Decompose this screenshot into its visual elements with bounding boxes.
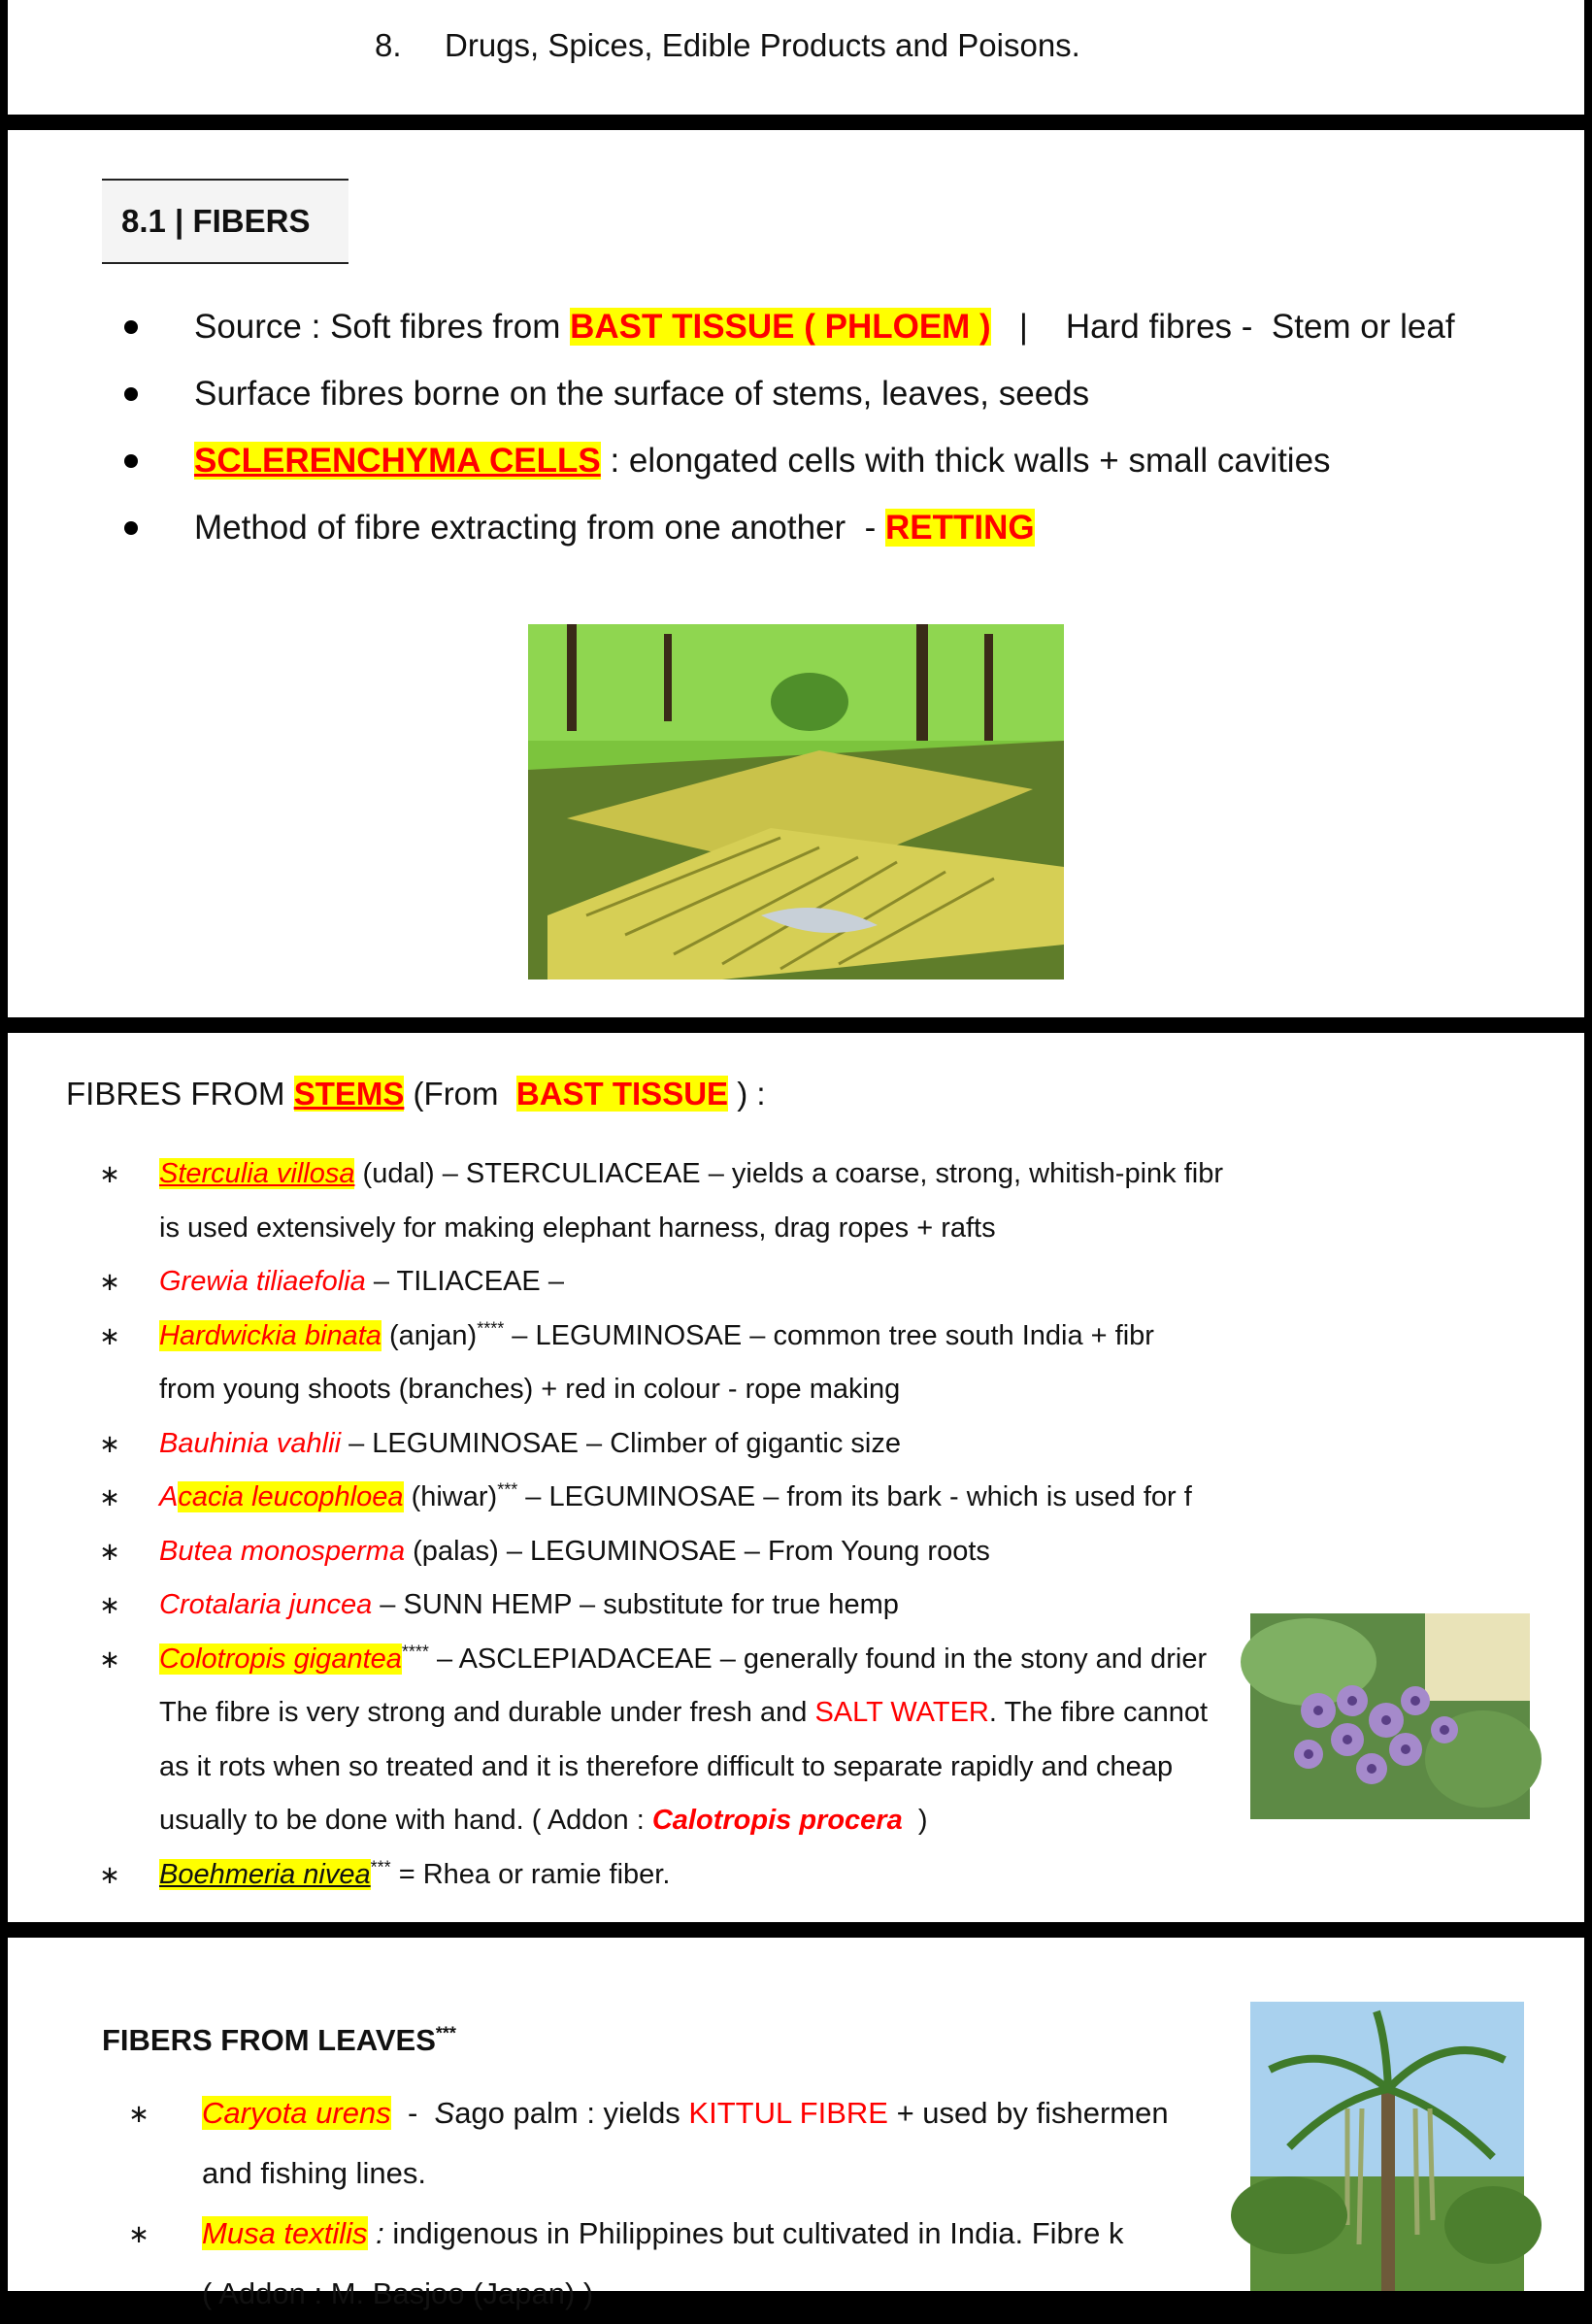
item-text: + used by fishermen xyxy=(887,2096,1169,2130)
list-item xyxy=(95,1848,1211,1903)
item-text: – LEGUMINOSAE – common tree south India + fibr xyxy=(504,1319,1154,1351)
list-item xyxy=(124,360,1455,427)
continuation-text: usually to be done with hand. ( Addon : xyxy=(159,1805,652,1836)
calotropis-flower-photo xyxy=(1250,1613,1530,1819)
bullet-text: | Hard fibres - Stem or leaf xyxy=(990,307,1455,346)
asterisk-icon: ∗ xyxy=(99,1643,120,1674)
item-text: – LEGUMINOSAE – Climber of gigantic size xyxy=(341,1427,901,1459)
item-continuation xyxy=(124,2264,1169,2324)
asterisk-icon: ∗ xyxy=(128,2219,149,2248)
item-text: = Rhea or ramie fiber. xyxy=(390,1858,671,1890)
section-heading: 8.1 | FIBERS xyxy=(102,179,348,264)
bullet-list xyxy=(124,293,1455,561)
item-continuation: from young shoots (branches) + red in colour - rope making xyxy=(159,1374,901,1405)
item-continuation xyxy=(95,1794,1211,1848)
list-item xyxy=(95,1471,1211,1525)
list-item xyxy=(95,1417,1211,1472)
asterisk-icon: ∗ xyxy=(99,1536,120,1566)
highlight-text: BAST TISSUE ( PHLOEM ) xyxy=(570,307,991,346)
species-name: Crotalaria juncea xyxy=(159,1589,373,1620)
species-name-initial: A xyxy=(159,1481,179,1512)
species-name: cacia leucophloea xyxy=(178,1481,404,1512)
title-text: FIBRES FROM xyxy=(66,1076,294,1112)
list-item xyxy=(124,494,1455,561)
list-item xyxy=(95,1578,1211,1633)
list-item xyxy=(124,293,1455,360)
rating-stars: *** xyxy=(435,2023,456,2043)
asterisk-icon: ∗ xyxy=(128,2099,149,2128)
highlight-text: STEMS xyxy=(293,1076,405,1112)
rating-stars: **** xyxy=(477,1317,505,1338)
item-text: (anjan) xyxy=(381,1319,478,1351)
sago-palm-photo xyxy=(1250,2002,1524,2291)
asterisk-icon: ∗ xyxy=(99,1267,120,1296)
bullet-icon xyxy=(124,320,138,334)
continuation-text: ) xyxy=(902,1805,928,1836)
title-text: (From xyxy=(404,1076,516,1112)
list-item xyxy=(95,1310,1211,1364)
continuation-text: and fishing lines. xyxy=(202,2156,426,2190)
asterisk-icon: ∗ xyxy=(99,1320,120,1350)
asterisk-icon: ∗ xyxy=(99,1859,120,1889)
continuation-text: ( Addon : M. Basjoo (Japan) ) xyxy=(202,2276,594,2310)
continuation-text: The fibre is very strong and durable under fresh and xyxy=(159,1697,815,1728)
item-text: – LEGUMINOSAE – from its bark - which is used for f xyxy=(517,1481,1192,1512)
list-item xyxy=(124,427,1455,494)
asterisk-icon: ∗ xyxy=(99,1159,120,1188)
bullet-icon xyxy=(124,454,138,468)
list-item xyxy=(95,1255,1211,1310)
highlight-text: RETTING xyxy=(885,508,1035,547)
asterisk-icon: ∗ xyxy=(99,1590,120,1619)
species-name: Calotropis procera xyxy=(651,1805,903,1836)
bullet-text: : elongated cells with thick walls + small cavities xyxy=(600,441,1331,480)
stem-list xyxy=(95,1147,1223,1902)
item-continuation xyxy=(95,1686,1211,1741)
rating-stars: *** xyxy=(370,1856,391,1876)
stem-list-clip xyxy=(8,1033,1223,1922)
item-text: (hiwar) xyxy=(403,1481,498,1512)
list-item xyxy=(95,1147,1223,1202)
asterisk-icon: ∗ xyxy=(99,1482,120,1511)
page-fragment-top xyxy=(8,0,1584,115)
bullet-icon xyxy=(124,521,138,535)
species-name: Musa textilis xyxy=(202,2216,368,2250)
continuation-text: . The fibre cannot xyxy=(988,1697,1209,1728)
highlight-text: SCLERENCHYMA CELLS xyxy=(194,441,601,480)
item-text: ago palm : yields xyxy=(454,2096,689,2130)
item-continuation: is used extensively for making elephant harness, drag ropes + rafts xyxy=(159,1212,996,1244)
item-text: : xyxy=(367,2216,384,2250)
rating-stars: **** xyxy=(401,1641,429,1661)
species-name: Colotropis gigantea xyxy=(159,1643,402,1675)
list-number: 8. xyxy=(375,27,402,63)
bullet-text: Source : Soft fibres from xyxy=(194,307,571,346)
item-text: S xyxy=(434,2096,455,2130)
highlight-text: BAST TISSUE xyxy=(515,1076,729,1112)
bullet-text: Method of fibre extracting from one another - xyxy=(194,508,886,547)
item-text: indigenous in Philippines but cultivated in India. Fibre k xyxy=(383,2216,1124,2250)
highlight-text: SALT WATER xyxy=(814,1697,989,1728)
list-item xyxy=(124,2204,1169,2264)
item-text: – ASCLEPIADACEAE – generally found in the stony and drier xyxy=(428,1643,1208,1675)
asterisk-icon: ∗ xyxy=(99,1428,120,1458)
leaf-list-clip xyxy=(8,1938,1177,2310)
fibers-section xyxy=(8,130,1584,1017)
species-name: Butea monosperma xyxy=(159,1535,406,1567)
retting-photo xyxy=(528,624,1064,979)
species-name: Boehmeria nivea xyxy=(159,1858,371,1890)
item-text: - xyxy=(390,2096,435,2130)
item-text: (palas) – LEGUMINOSAE – From Young roots xyxy=(405,1535,990,1567)
title-text: ) : xyxy=(728,1076,766,1112)
item-continuation xyxy=(124,2143,1169,2204)
species-name: Caryota urens xyxy=(202,2096,391,2130)
species-name: Hardwickia binata xyxy=(159,1319,381,1351)
rating-stars: *** xyxy=(497,1479,518,1500)
bullet-icon xyxy=(124,387,138,401)
list-item xyxy=(124,2083,1169,2143)
item-continuation: as it rots when so treated and it is therefore difficult to separate rapidly and cheap xyxy=(159,1750,1174,1782)
list-item xyxy=(375,27,1080,64)
species-name: Grewia tiliaefolia xyxy=(159,1266,366,1297)
item-text: – TILIACEAE – xyxy=(365,1266,564,1297)
leaves-section xyxy=(8,1938,1584,2310)
leaf-list xyxy=(124,2083,1169,2324)
item-text: (udal) – STERCULIACEAE – yields a coarse, strong, whitish-pink fibr xyxy=(354,1158,1223,1189)
bullet-text: Surface fibres borne on the surface of stems, leaves, seeds xyxy=(194,374,1090,413)
species-name: Bauhinia vahlii xyxy=(159,1427,342,1459)
list-text: Drugs, Spices, Edible Products and Poisons. xyxy=(445,27,1080,63)
species-name: Sterculia villosa xyxy=(159,1158,355,1189)
item-text: – SUNN HEMP – substitute for true hemp xyxy=(372,1589,899,1620)
title-text: FIBERS FROM LEAVES xyxy=(102,2023,436,2057)
stems-section xyxy=(8,1033,1584,1922)
highlight-text: KITTUL FIBRE xyxy=(688,2096,888,2130)
list-item xyxy=(95,1633,1211,1687)
list-item xyxy=(95,1525,1211,1579)
